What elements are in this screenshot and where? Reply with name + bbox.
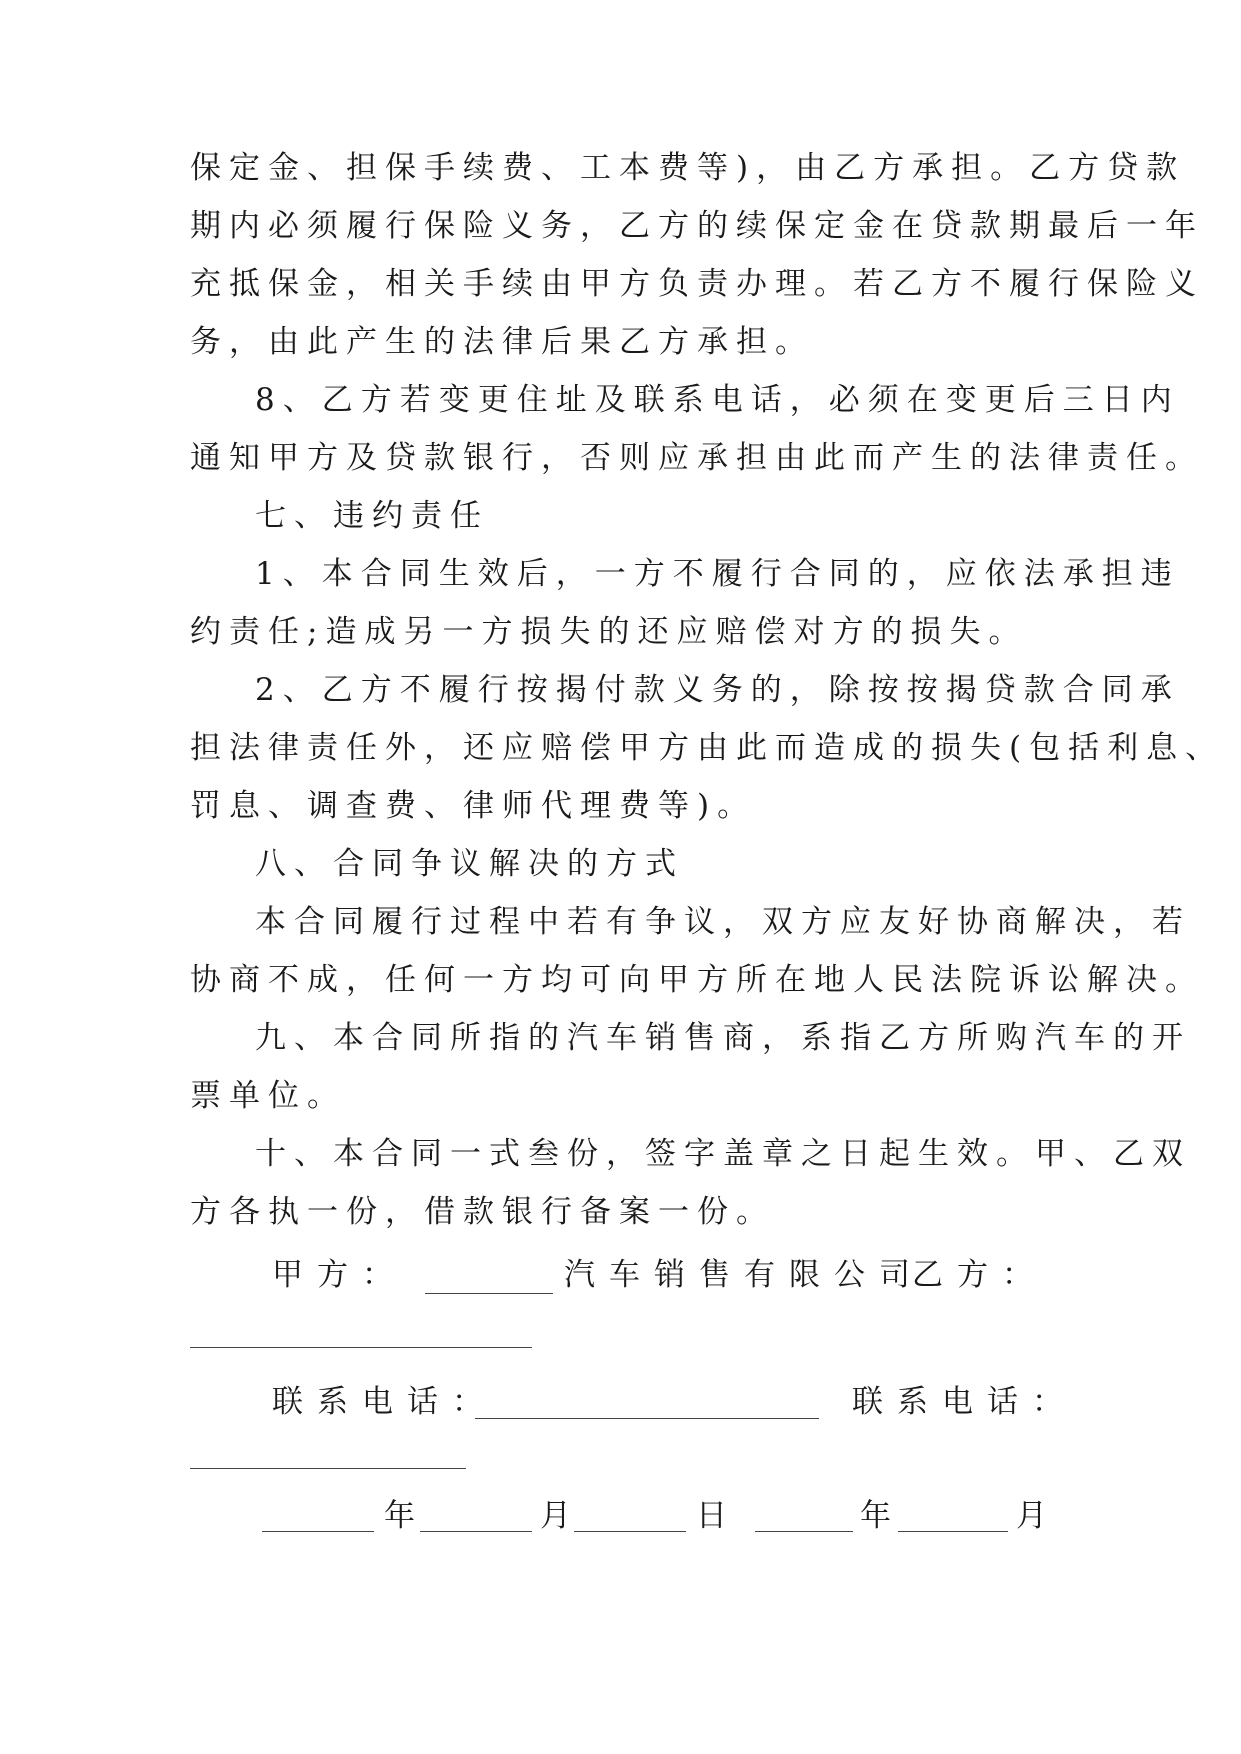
section-heading: 七、违约责任 <box>255 498 489 534</box>
paragraph-line: 2、乙方不履行按揭付款义务的，除按按揭贷款合同承 <box>255 672 1180 708</box>
party-a-day-blank[interactable] <box>574 1531 686 1532</box>
party-a-year-blank[interactable] <box>262 1531 374 1532</box>
party-a-year-label: 年 <box>384 1498 429 1534</box>
party-a-month-label: 月 <box>540 1498 585 1534</box>
paragraph-line: 本合同履行过程中若有争议，双方应友好协商解决，若 <box>255 904 1191 940</box>
paragraph-line: 保定金、担保手续费、工本费等)，由乙方承担。乙方贷款 <box>190 150 1186 186</box>
paragraph-line: 8、乙方若变更住址及联系电话，必须在变更后三日内 <box>255 382 1180 418</box>
party-a-month-blank[interactable] <box>420 1531 532 1532</box>
party-a-label: 甲方： <box>272 1257 407 1293</box>
paragraph-line: 罚息、调查费、律师代理费等)。 <box>190 788 757 824</box>
paragraph-line: 务，由此产生的法律后果乙方承担。 <box>190 324 814 360</box>
paragraph-line: 票单位。 <box>190 1078 346 1114</box>
section-heading: 八、合同争议解决的方式 <box>255 846 684 882</box>
party-a-phone-blank[interactable] <box>475 1418 819 1419</box>
paragraph-line: 方各执一份，借款银行备案一份。 <box>190 1194 775 1230</box>
paragraph-line: 期内必须履行保险义务，乙方的续保定金在贷款期最后一年 <box>190 208 1204 244</box>
party-b-label: 乙方： <box>912 1257 1047 1293</box>
paragraph-line: 1、本合同生效后，一方不履行合同的，应依法承担违 <box>255 556 1180 592</box>
paragraph-line: 九、本合同所指的汽车销售商，系指乙方所购汽车的开 <box>255 1020 1191 1056</box>
party-b-month-label: 月 <box>1016 1498 1061 1534</box>
party-b-year-label: 年 <box>860 1498 905 1534</box>
paragraph-line: 通知甲方及贷款银行，否则应承担由此而产生的法律责任。 <box>190 440 1204 476</box>
paragraph-line: 协商不成，任何一方均可向甲方所在地人民法院诉讼解决。 <box>190 962 1204 998</box>
party-b-year-blank[interactable] <box>755 1531 853 1532</box>
party-a-day-label: 日 <box>696 1498 741 1534</box>
party-a-phone-label: 联系电话： <box>272 1384 497 1420</box>
party-b-month-blank[interactable] <box>898 1531 1008 1532</box>
party-b-phone-blank[interactable] <box>190 1468 466 1469</box>
party-b-phone-label: 联系电话： <box>852 1384 1077 1420</box>
paragraph-line: 十、本合同一式叁份，签字盖章之日起生效。甲、乙双 <box>255 1136 1191 1172</box>
paragraph-line: 约责任;造成另一方损失的还应赔偿对方的损失。 <box>190 614 1028 650</box>
party-b-name-blank[interactable] <box>190 1347 532 1348</box>
party-a-company-suffix: 汽车销售有限公司 <box>564 1257 924 1293</box>
paragraph-line: 担法律责任外，还应赔偿甲方由此而造成的损失(包括利息、 <box>190 730 1225 766</box>
paragraph-line: 充抵保金，相关手续由甲方负责办理。若乙方不履行保险义 <box>190 266 1204 302</box>
party-a-company-blank[interactable] <box>425 1293 553 1294</box>
